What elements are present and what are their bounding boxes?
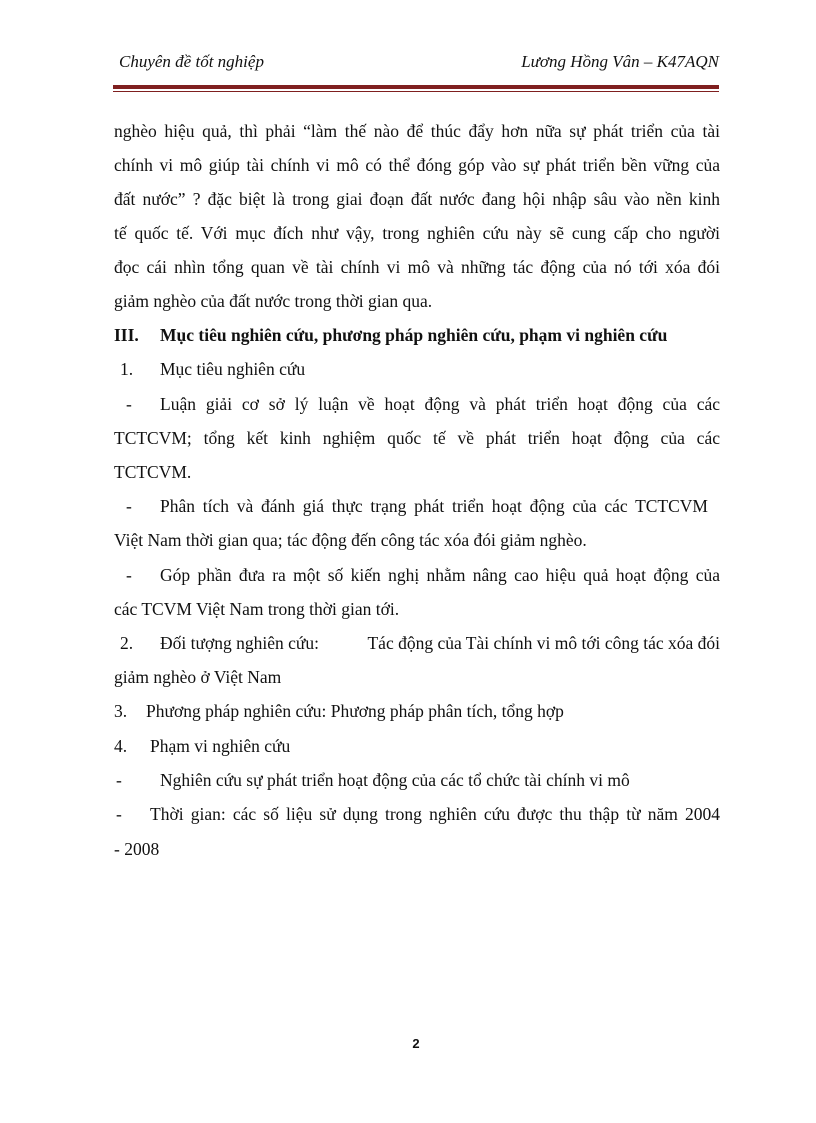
bullet-line: Luận giải cơ sở lý luận về hoạt động và phát triển hoạt động của các — [160, 394, 720, 414]
page-number: 2 — [412, 1036, 420, 1051]
item-number: 4. — [114, 736, 128, 756]
item-number: 3. — [114, 701, 128, 721]
paragraph-line: tế quốc tế. Với mục đích như vậy, trong nghiên cứu này sẽ cung cấp cho người — [114, 223, 720, 243]
bullet-line: TCTCVM; tổng kết kinh nghiệm quốc tế về phát triển hoạt động của các — [114, 428, 720, 448]
header-rule-thick — [113, 85, 719, 89]
bullet-dash: - — [116, 804, 122, 824]
page-header — [113, 52, 719, 78]
bullet-dash: - — [126, 394, 132, 414]
bullet-dash: - — [116, 770, 122, 790]
paragraph-line: đất nước” ? đặc biệt là trong giai đoạn đất nước đang hội nhập sâu vào nền kinh — [114, 189, 720, 209]
header-right-text: Lương Hồng Vân – K47AQN — [521, 52, 719, 71]
paragraph-line: đọc cái nhìn tổng quan về tài chính vi mô và những tác động của nó tới xóa đói — [114, 257, 720, 277]
header-rule-thin — [113, 91, 719, 92]
bullet-line: các TCVM Việt Nam trong thời gian tới. — [114, 599, 400, 619]
bullet-line: TCTCVM. — [114, 462, 192, 482]
item-title: Mục tiêu nghiên cứu — [160, 359, 306, 379]
item-text: Tác động của Tài chính vi mô tới công tác xóa đói — [367, 633, 720, 653]
paragraph-line: nghèo hiệu quả, thì phải “làm thế nào để thúc đẩy hơn nữa sự phát triển của tài — [114, 121, 720, 141]
bullet-line: Góp phần đưa ra một số kiến nghị nhằm nâng cao hiệu quả hoạt động của — [160, 565, 720, 585]
paragraph-line: giảm nghèo của đất nước trong thời gian qua. — [114, 291, 433, 311]
bullet-dash: - — [126, 496, 132, 516]
bullet-line: Việt Nam thời gian qua; tác động đến công tác xóa đói giảm nghèo. — [114, 530, 587, 550]
item-number: 2. — [120, 633, 134, 653]
bullet-dash: - — [126, 565, 132, 585]
item-text: Phương pháp nghiên cứu: Phương pháp phân tích, tổng hợp — [146, 701, 564, 721]
paragraph-line: chính vi mô giúp tài chính vi mô có thể đóng góp vào sự phát triển bền vững của — [114, 155, 720, 175]
header-left-text: Chuyên đề tốt nghiệp — [119, 52, 264, 71]
item-continuation: giảm nghèo ở Việt Nam — [114, 667, 282, 687]
item-label: Đối tượng nghiên cứu: — [160, 633, 319, 653]
bullet-text: Thời gian: các số liệu sử dụng trong nghiên cứu được thu thập từ năm 2004 — [150, 804, 720, 824]
bullet-line: Phân tích và đánh giá thực trạng phát triển hoạt động của các TCTCVM — [160, 496, 708, 516]
section-title: Mục tiêu nghiên cứu, phương pháp nghiên cứu, phạm vi nghiên cứu — [160, 325, 668, 345]
section-numeral: III. — [114, 325, 139, 345]
item-number: 1. — [120, 359, 134, 379]
bullet-continuation: - 2008 — [114, 839, 160, 859]
item-title: Phạm vi nghiên cứu — [150, 736, 291, 756]
bullet-text: Nghiên cứu sự phát triển hoạt động của các tổ chức tài chính vi mô — [160, 770, 630, 790]
